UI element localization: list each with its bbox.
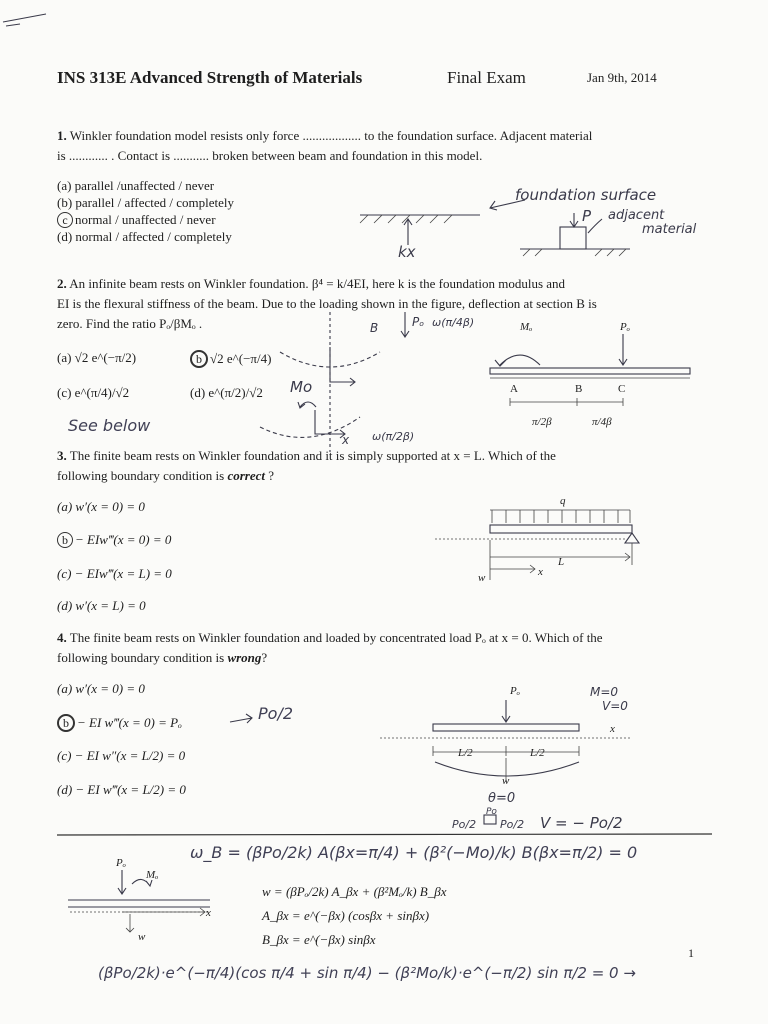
q4-figure [380,670,680,830]
q2-line1: An infinite beam rests on Winkler foundation. β⁴ = k/4EI, here k is the foundation modulus and [69,276,566,291]
q3-number: 3. [57,448,67,463]
q1-option-a: (a) parallel /unaffected / never [57,178,215,193]
q1-option-c [57,212,216,228]
solution-eq-wb: ω_B = (βPo/2k) A(βx=π/4) + (β²(−Mo)/k) B(βx=π/2) = 0 [190,843,638,862]
q3-option-a: (a) w′(x = 0) = 0 [57,499,145,514]
question-1 [57,126,707,166]
q3-option-b-text: − EIw‴(x = 0) = 0 [75,532,172,547]
q4-po2-note: Po/2 [258,704,294,723]
q3-fig-x: x [538,566,543,578]
q4-fig-x: x [610,723,615,735]
question-4 [57,628,707,668]
q2-option-c: (c) e^(π/4)/√2 [57,385,130,400]
q4-fig-P: Pₒ [510,685,520,697]
corner-scribble [0,0,60,30]
q2-number: 2. [57,276,67,291]
q4-fig-po2b: Po/2 [500,818,525,831]
q4-fig-w: w [502,775,510,787]
solution-figure [60,852,230,947]
q1-line1: Winkler foundation model resists only force .................. to the foundation surface. Adjacent material [69,128,593,143]
q4-fig-theta: θ=0 [488,791,516,806]
q4-line1: The finite beam rests on Winkler foundation and loaded by concentrated load Pₒ at x = 0. Which of the [69,630,603,645]
solution-eq-b: B_βx = e^(−βx) sinβx [262,932,376,947]
q3-fig-w: w [478,572,486,584]
q4-fig-m0: M=0 [590,685,619,699]
q4-number: 4. [57,630,67,645]
course-title: INS 313E Advanced Strength of Materials [57,68,363,87]
q4-note-arrow [228,710,258,730]
q2-fig-B: B [575,383,583,395]
q2-line2: EI is the flexural stiffness of the beam. Due to the loading shown in the figure, deflection at section B is [57,296,597,311]
solution-eq-a: A_βx = e^(−βx) (cosβx + sinβx) [262,908,430,923]
q2-handwritten-sketch [250,312,475,452]
q4-option-c: (c) − EI w″(x = L/2) = 0 [57,748,186,763]
q2-sketch-w1: ω(π/4β) [432,316,475,329]
circled-answer-mark: b [57,532,73,548]
q1-p-label: P [582,207,592,225]
q4-fig-L1: L/2 [458,747,473,759]
solution-fig-M: Mₒ [146,869,159,881]
q4-fig-shear: V = − Po/2 [540,814,623,832]
q1-option-d: (d) normal / affected / completely [57,229,232,244]
q4-option-a: (a) w′(x = 0) = 0 [57,681,145,696]
page-number: 1 [688,946,694,960]
q2-sketch-Mo: Mo [290,378,313,396]
q2-option-a: (a) √2 e^(−π/2) [57,350,137,365]
circled-answer-mark: b [57,714,75,732]
q2-sketch-w2: ω(π/2β) [372,430,415,443]
q2-sketch-B: B [370,321,379,335]
exam-date: Jan 9th, 2014 [587,70,657,85]
q1-option-b: (b) parallel / affected / completely [57,195,234,210]
q3-fig-q: q [560,495,566,507]
q2-fig-M: Mₒ [520,321,533,333]
q3-line1: The finite beam rests on Winkler foundation and it is simply supported at x = L. Which of the [69,448,556,463]
q3-line2b: correct [227,468,265,483]
q2-see-below-note: See below [68,416,151,435]
q1-line2: is ............ . Contact is ........... broken between beam and foundation in this model. [57,148,483,163]
q3-option-d: (d) w′(x = L) = 0 [57,598,146,613]
q2-fig-C: C [618,383,626,395]
solution-divider [57,833,717,837]
q2-option-d: (d) e^(π/2)/√2 [190,385,263,400]
q2-sketch-P: Pₒ [412,315,425,329]
q3-figure [430,495,660,595]
question-3 [57,446,707,486]
q4-line2a: following boundary condition is [57,650,228,665]
q3-fig-L: L [558,556,565,568]
q3-option-c: (c) − EIw‴(x = L) = 0 [57,566,172,581]
q4-line2b: wrong [227,650,262,665]
circled-answer-mark: c [57,212,73,228]
q3-option-b [57,532,171,548]
solution-fig-x: x [206,907,211,919]
q4-fig-po2a: Po/2 [452,818,477,831]
q4-fig-po: Po [486,807,497,817]
q2-option-b-text: √2 e^(−π/4) [210,351,272,366]
q1-sketch [340,175,740,260]
solution-eq-final: (βPo/2k)·e^(−π/4)(cos π/4 + sin π/4) − (β²Mo/k)·e^(−π/2) sin π/2 = 0 → [98,964,636,982]
q2-fig-A: A [510,383,518,395]
q3-line2a: following boundary condition is [57,468,228,483]
q2-line3: zero. Find the ratio Pₒ/βMₒ . [57,316,203,331]
q4-option-d: (d) − EI w‴(x = L/2) = 0 [57,782,186,797]
q2-sketch-x: x [342,433,350,447]
solution-eq-w: w = (βPₒ/2k) A_βx + (β²Mₒ/k) B_βx [262,884,447,899]
exam-header [57,68,707,92]
q2-fig-d1: π/2β [532,416,552,428]
q1-option-c-text: normal / unaffected / never [75,212,216,227]
solution-fig-P: Pₒ [116,857,126,869]
solution-fig-w: w [138,931,146,943]
q2-figure [490,320,690,440]
q4-fig-v0: V=0 [602,699,628,713]
q1-material-label: material [642,222,697,237]
q3-line2c: ? [264,468,275,483]
q1-foundation-label: foundation surface [515,186,657,204]
q2-fig-d2: π/4β [592,416,612,428]
q4-line2c: ? [261,650,268,665]
q1-number: 1. [57,128,67,143]
q1-adjacent-label: adjacent [608,208,665,223]
q2-fig-P: Pₒ [620,321,630,333]
q1-kx-label: kx [398,243,416,261]
circled-answer-mark: b [190,350,208,368]
q4-fig-L2: L/2 [530,747,545,759]
q4-option-b [57,714,182,732]
q4-option-b-text: − EI w‴(x = 0) = Pₒ [77,715,182,730]
exam-title: Final Exam [447,68,526,87]
